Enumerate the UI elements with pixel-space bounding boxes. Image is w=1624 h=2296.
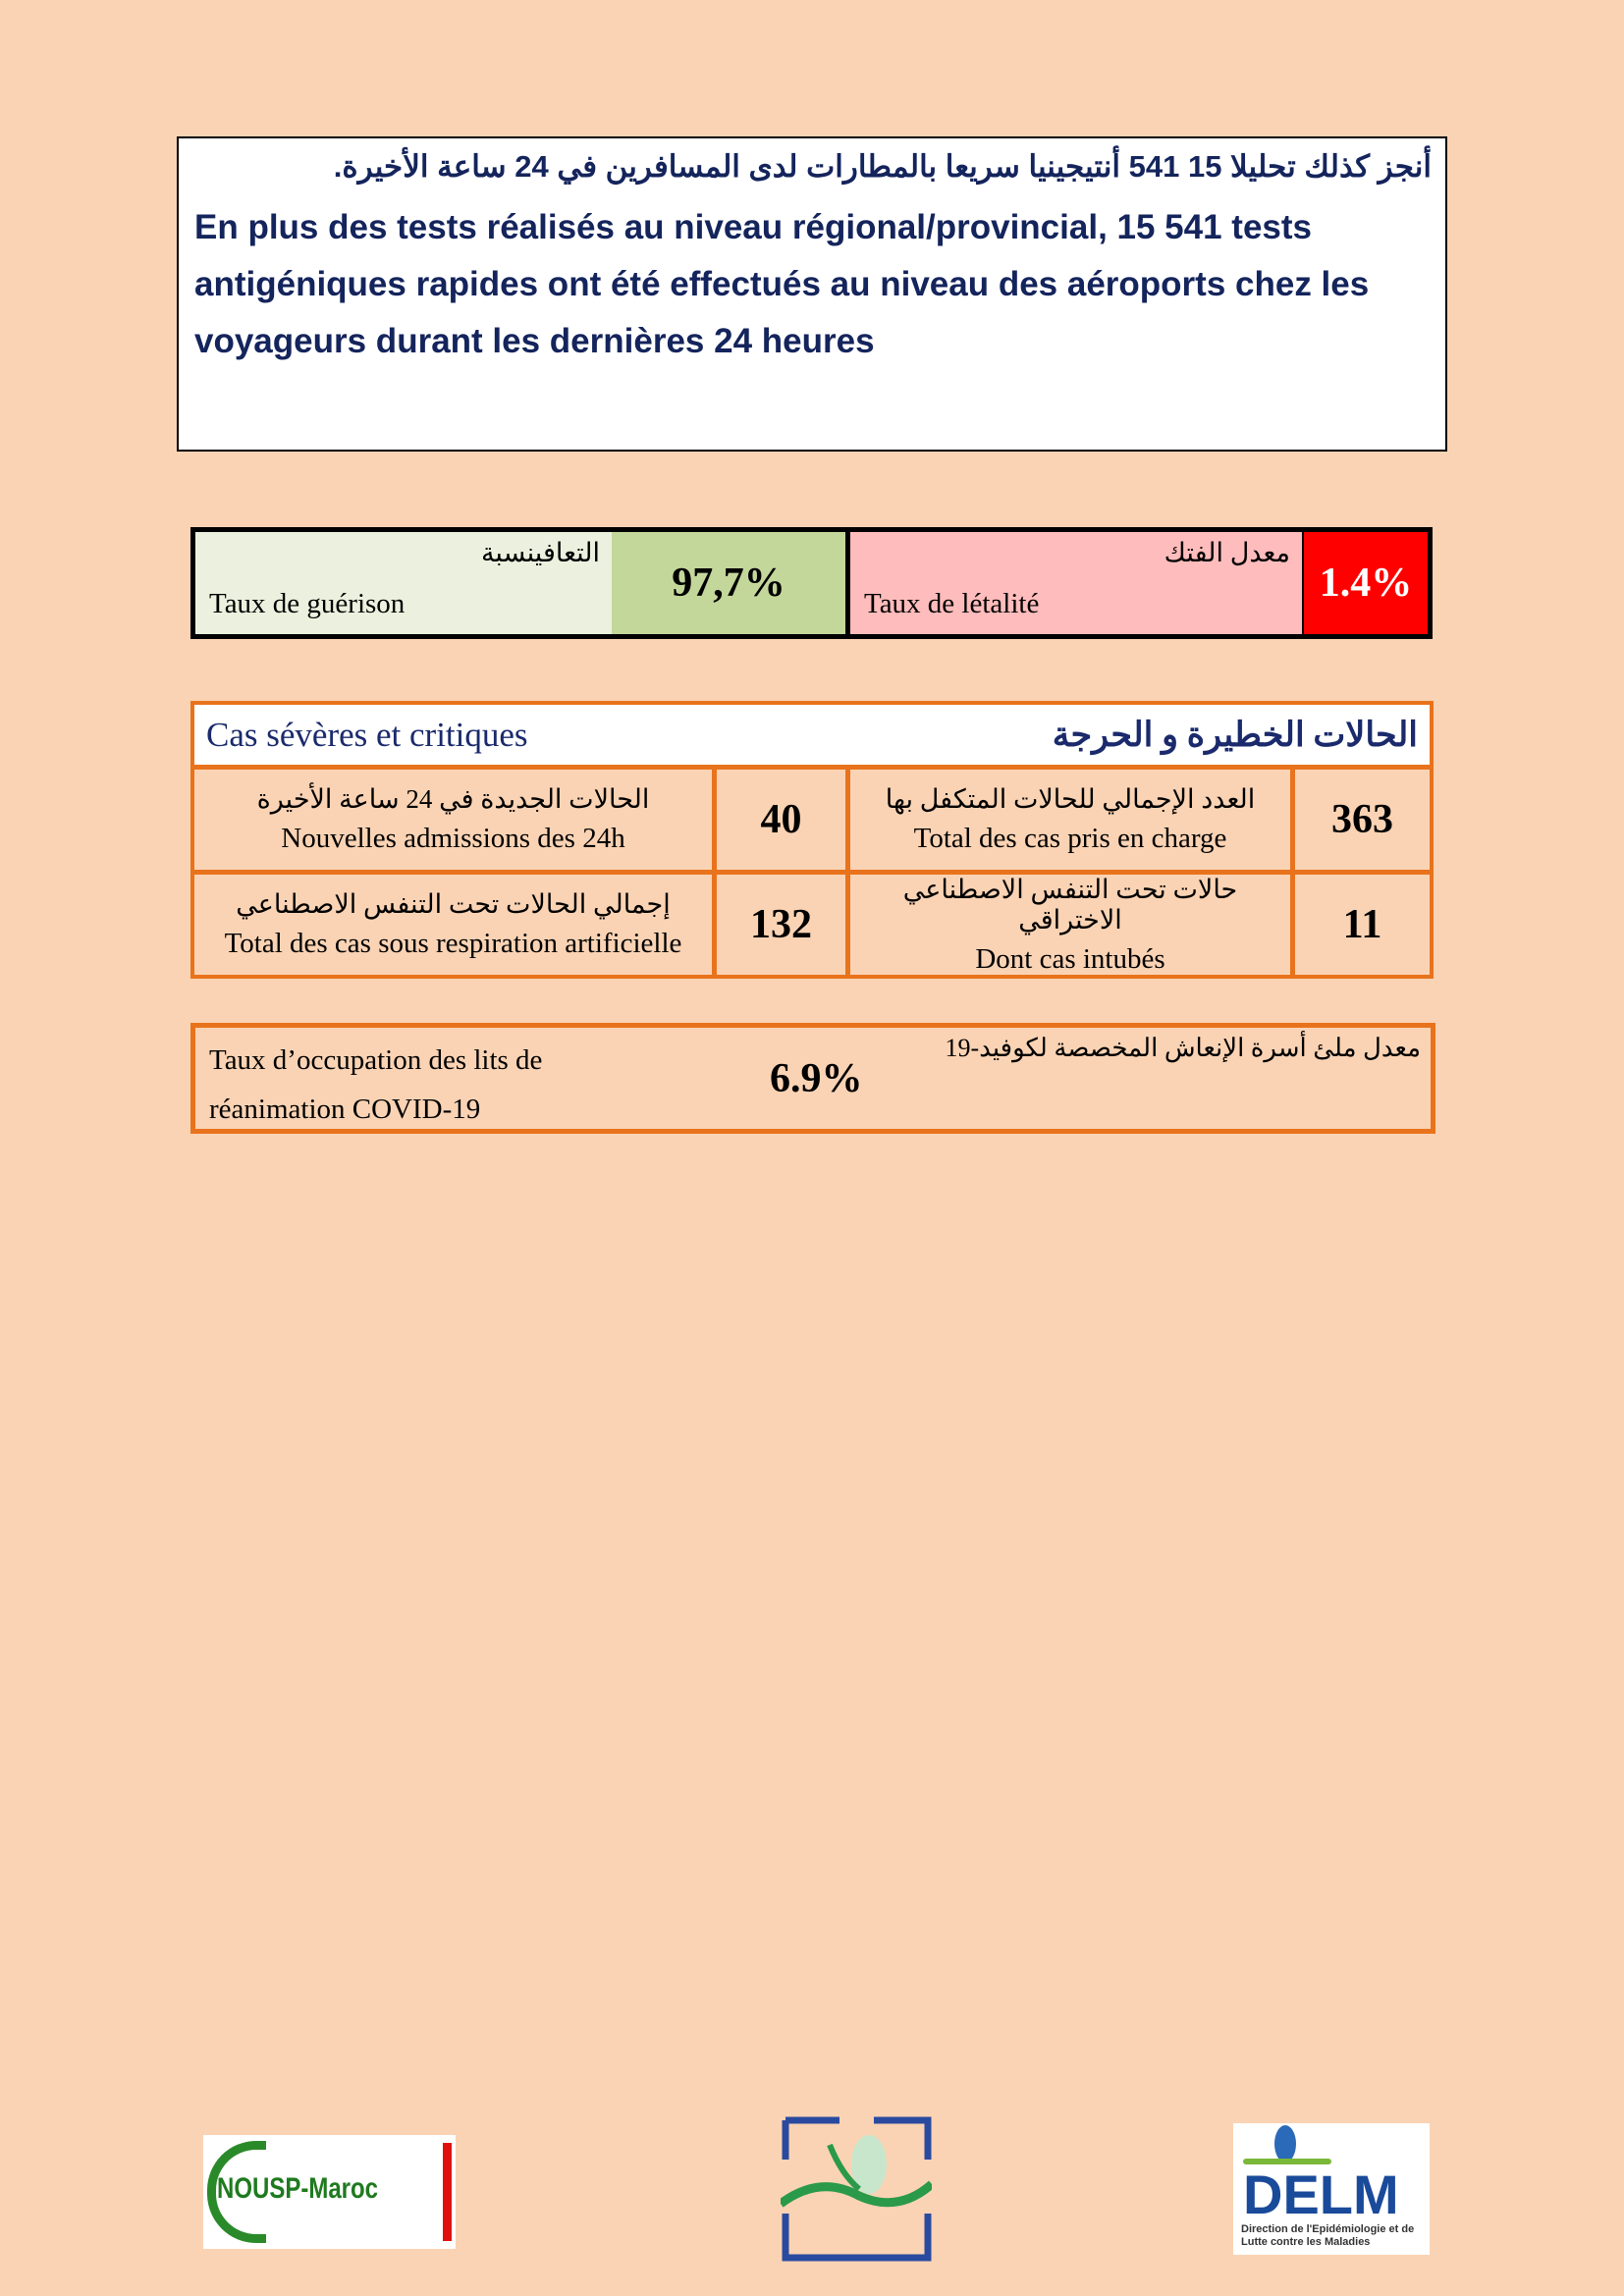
lethality-value-cell — [1304, 532, 1428, 634]
intubated-label: حالات تحت التنفس الاصطناعي الاختراقي Dont cas intubés — [850, 875, 1290, 975]
notice-french: En plus des tests réalisés au niveau régional/provincial, 15 541 tests antigéniques rapides ont été effectués au niveau des aéroports chez les voyageurs durant les dernières 24 heures — [194, 208, 1370, 360]
severe-header — [194, 705, 1430, 765]
rates-panel — [190, 527, 1433, 639]
ventilation-label: إجمالي الحالات تحت التنفس الاصطناعي Total des cas sous respiration artificielle — [194, 875, 712, 975]
ventilation-value: 132 — [717, 875, 845, 975]
occupancy-label-fr: Taux d’occupation des lits de réanimation COVID-19 — [209, 1044, 543, 1125]
total-managed-value: 363 — [1295, 770, 1430, 870]
lethality-rate: 1.4% — [1319, 561, 1413, 606]
recovery-label-fr: Taux de guérison — [209, 588, 406, 619]
severe-cases-table — [190, 701, 1434, 979]
severe-title-ar: الحالات الخطيرة و الحرجة — [1052, 715, 1418, 754]
icu-occupancy-panel — [190, 1023, 1435, 1134]
antigen-tests-notice — [177, 136, 1447, 452]
new-admissions-value: 40 — [717, 770, 845, 870]
severe-title-fr: Cas sévères et critiques — [206, 715, 528, 754]
recovery-value-cell — [612, 532, 845, 634]
lethality-label-cell — [850, 532, 1302, 634]
recovery-label-cell — [195, 532, 612, 634]
lethality-label-fr: Taux de létalité — [864, 588, 1040, 619]
occupancy-label-ar: معدل ملئ أسرة الإنعاش المخصصة لكوفيد-19 — [945, 1034, 1421, 1062]
nousp-logo: NOUSP-Maroc — [203, 2135, 456, 2249]
table-row — [194, 875, 1430, 975]
intubated-value: 11 — [1295, 875, 1430, 975]
recovery-rate: 97,7% — [672, 561, 785, 606]
total-managed-label: العدد الإجمالي للحالات المتكفل بها Total des cas pris en charge — [850, 770, 1290, 870]
lethality-label-ar: معدل الفتك — [1164, 538, 1290, 567]
ministry-emblem-icon — [781, 2115, 932, 2262]
table-row — [194, 770, 1430, 870]
ministry-logo — [781, 2115, 932, 2262]
new-admissions-label: الحالات الجديدة في 24 ساعة الأخيرة Nouvelles admissions des 24h — [194, 770, 712, 870]
recovery-label-ar: التعافينسبة — [480, 538, 600, 567]
occupancy-rate: 6.9% — [770, 1056, 863, 1101]
delm-logo: DELM Direction de l'Epidémiologie et de Lutte contre les Maladies — [1233, 2123, 1430, 2255]
notice-arabic: أنجز كذلك تحليلا 15 541 أنتيجينيا سريعا بالمطارات لدى المسافرين في 24 ساعة الأخيرة. — [333, 149, 1432, 184]
